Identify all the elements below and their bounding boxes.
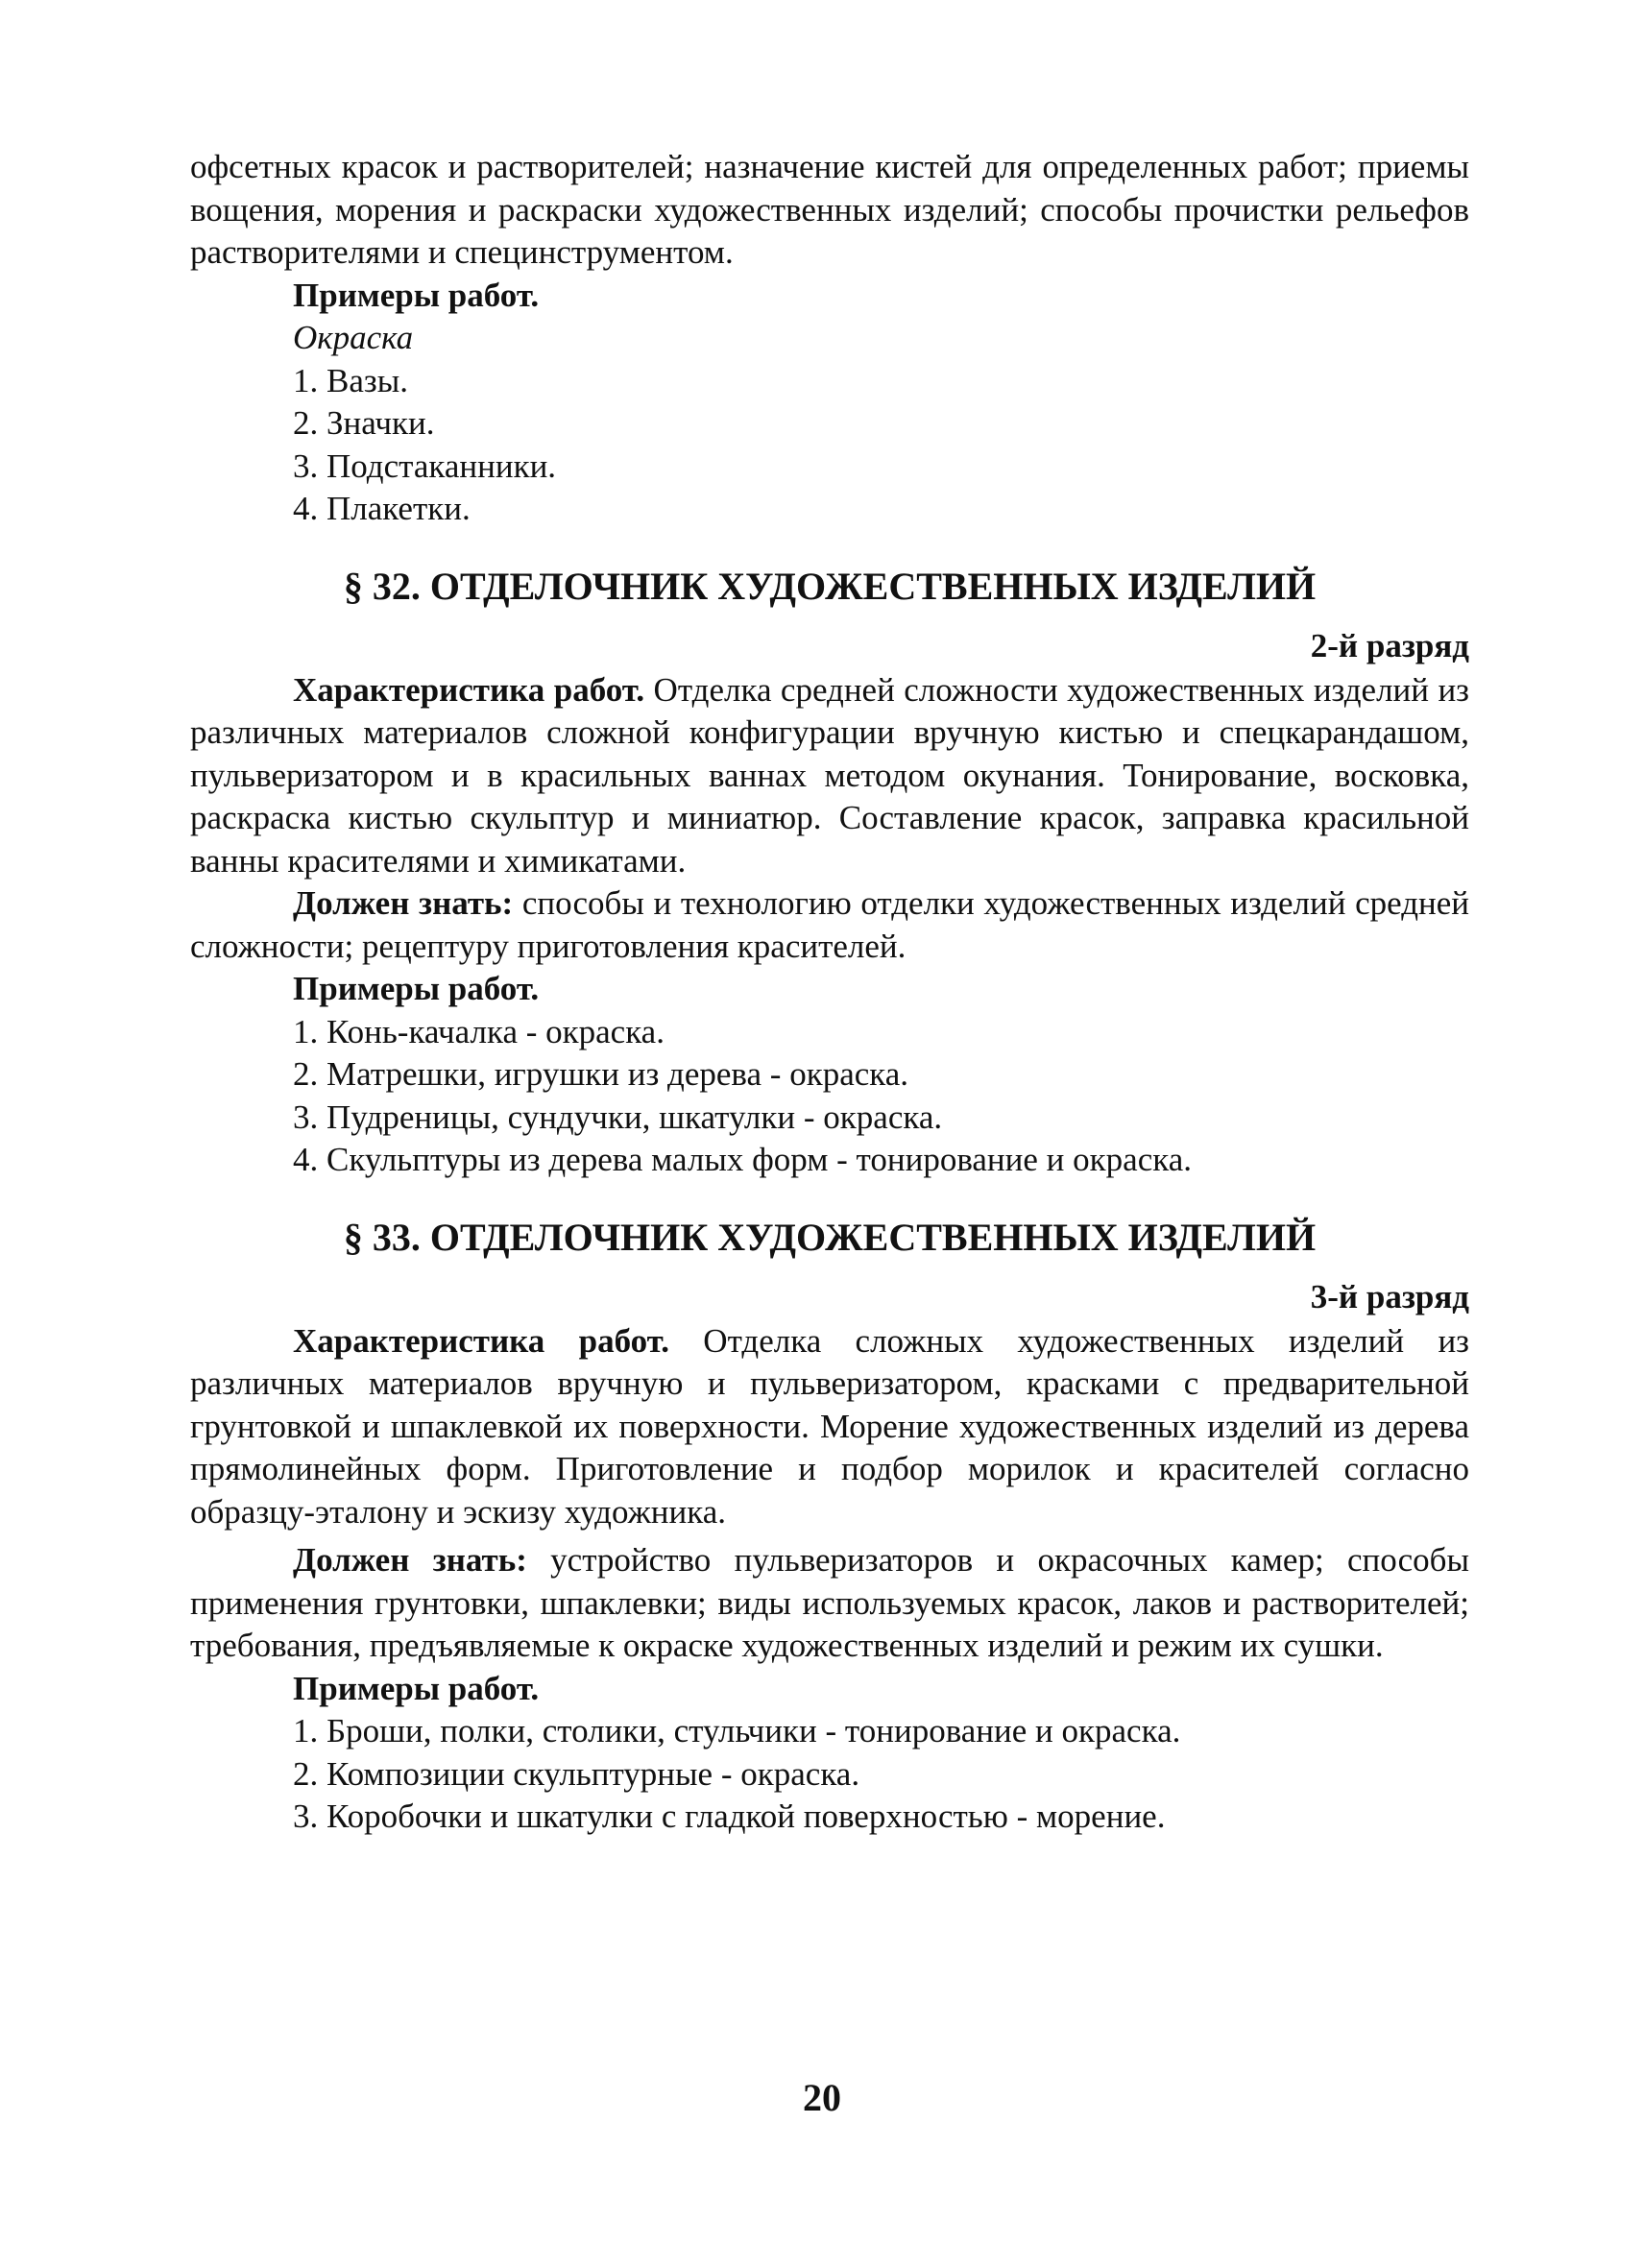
knowledge-text: способы и технологию отделки художественных изделий средней сложности; рецептуру приготовления красителей. [190, 884, 1469, 965]
section-33-examples-label: Примеры работ. [293, 1669, 540, 1707]
knowledge-text: устройство пульверизаторов и окрасочных камер; способы применения грунтовки, шпаклевки; виды используемых красок, лаков и растворителей; требования, предъявляемые к окраске художественных изделий и режим их сушки. [190, 1541, 1469, 1664]
section-32-examples-label: Примеры работ. [293, 970, 540, 1007]
section-33-characteristics [190, 1320, 1469, 1534]
intro-examples-label: Примеры работ. [293, 276, 540, 314]
list-item: 4. Плакетки. [293, 490, 471, 527]
list-item: 3. Коробочки и шкатулки с гладкой поверхностью - морение. [293, 1798, 1166, 1835]
section-33-title: § 33. ОТДЕЛОЧНИК ХУДОЖЕСТВЕННЫХ ИЗДЕЛИЙ [343, 1215, 1317, 1259]
intro-paragraph: офсетных красок и растворителей; назначение кистей для определенных работ; приемы вощения, морения и раскраски художественных изделий; способы прочистки рельефов растворителями и специнструментом. [190, 148, 1469, 271]
intro-examples-list [190, 360, 1469, 531]
section-32-title: § 32. ОТДЕЛОЧНИК ХУДОЖЕСТВЕННЫХ ИЗДЕЛИЙ [343, 564, 1317, 608]
characteristics-text: Отделка сложных художественных изделий из различных материалов вручную и пульверизатором, красками с предварительной грунтовкой и шпаклевкой их поверхности. Морение художественных изделий из дерева прямолинейных форм. Приготовление и подбор морилок и красителей согласно образцу-эталону и эскизу художника. [190, 1321, 1469, 1531]
section-32-knowledge [190, 882, 1469, 968]
characteristics-label: Характеристика работ. [293, 1321, 669, 1360]
section-33-grade: 3-й разряд [1310, 1277, 1469, 1315]
intro-subheading: Окраска [293, 319, 414, 356]
characteristics-text: Отделка средней сложности художественных изделий из различных материалов сложной конфигурации вручную кистью и спецкарандашом, пульверизатором и в красильных ваннах методом окунания. Тонирование, восковка, раскраска кистью скульптур и миниатюр. Составление красок, заправка красильной ванны красителями и химикатами. [190, 670, 1470, 880]
section-32-examples-list [190, 1011, 1469, 1182]
document-page [190, 146, 1469, 1839]
list-item: 4. Скульптуры из дерева малых форм - тонирование и окраска. [293, 1141, 1192, 1178]
page-number: 20 [803, 2076, 841, 2119]
list-item: 1. Конь-качалка - окраска. [293, 1012, 665, 1050]
list-item: 2. Значки. [293, 404, 435, 442]
list-item: 2. Матрешки, игрушки из дерева - окраска. [293, 1055, 909, 1093]
list-item: 2. Композиции скульптурные - окраска. [293, 1754, 860, 1793]
section-33-knowledge [190, 1539, 1469, 1668]
list-item: 1. Вазы. [293, 361, 408, 399]
section-33-examples-list [190, 1710, 1469, 1839]
characteristics-label: Характеристика работ. [293, 670, 645, 709]
list-item: 3. Пудреницы, сундучки, шкатулки - окраска. [293, 1098, 943, 1136]
knowledge-label: Должен знать: [293, 884, 514, 922]
section-32-grade: 2-й разряд [1310, 626, 1469, 664]
section-32-characteristics [190, 669, 1469, 883]
knowledge-label: Должен знать: [293, 1541, 527, 1579]
list-item: 3. Подстаканники. [293, 446, 557, 485]
list-item: 1. Броши, полки, столики, стульчики - тонирование и окраска. [293, 1712, 1181, 1749]
